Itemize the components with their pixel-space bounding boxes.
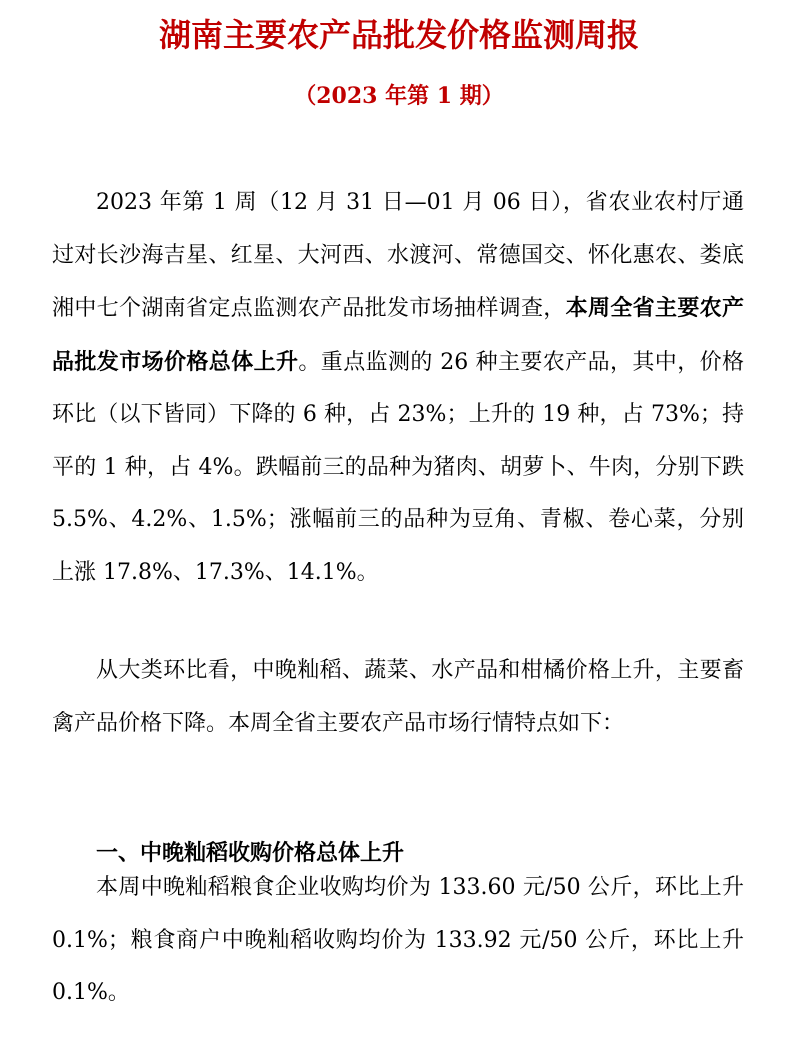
section1-heading: 一、中晚籼稻收购价格总体上升	[96, 840, 405, 866]
category-paragraph	[52, 645, 744, 750]
intro-text-bold: 本周全省主要农产品批发市场价格总体上升	[52, 295, 744, 375]
section1-text: 本周中晚籼稻粮食企业收购均价为 133.60 元/50 公斤，环比上升 0.1%；粮食商户中晚籼稻收购均价为 133.92 元/50 公斤，环比上升 0.1%。	[52, 875, 744, 1005]
report-issue: （2023 年第 1 期）	[294, 83, 504, 109]
report-title: 湖南主要农产品批发价格监测周报	[158, 16, 639, 54]
intro-text-part1: 2023 年第 1 周（12 月 31 日—01 月 06 日），省农业农村厅通过对长沙海吉星、红星、大河西、水渡河、常德国交、怀化惠农、娄底湘中七个湖南省定点监测农产品批发市场抽样调查，	[52, 190, 744, 321]
intro-text-part2: 。重点监测的 26 种主要农产品，其中，价格环比（以下皆同）下降的 6 种，占 23%；上升的 19 种，占 73%；持平的 1 种，占 4%。跌幅前三的品种为猪肉、胡萝卜、牛肉，分别下跌 5.5%、4.2%、1.5%；涨幅前三的品种为豆角、青椒、卷心菜，分别上涨 17.8%、17.3%、14.1%。	[52, 349, 744, 585]
category-text: 从大类环比看，中晚籼稻、蔬菜、水产品和柑橘价格上升，主要畜禽产品价格下降。本周全省主要农产品市场行情特点如下：	[52, 658, 744, 736]
intro-paragraph	[52, 177, 744, 599]
section1-paragraph	[52, 862, 744, 1020]
